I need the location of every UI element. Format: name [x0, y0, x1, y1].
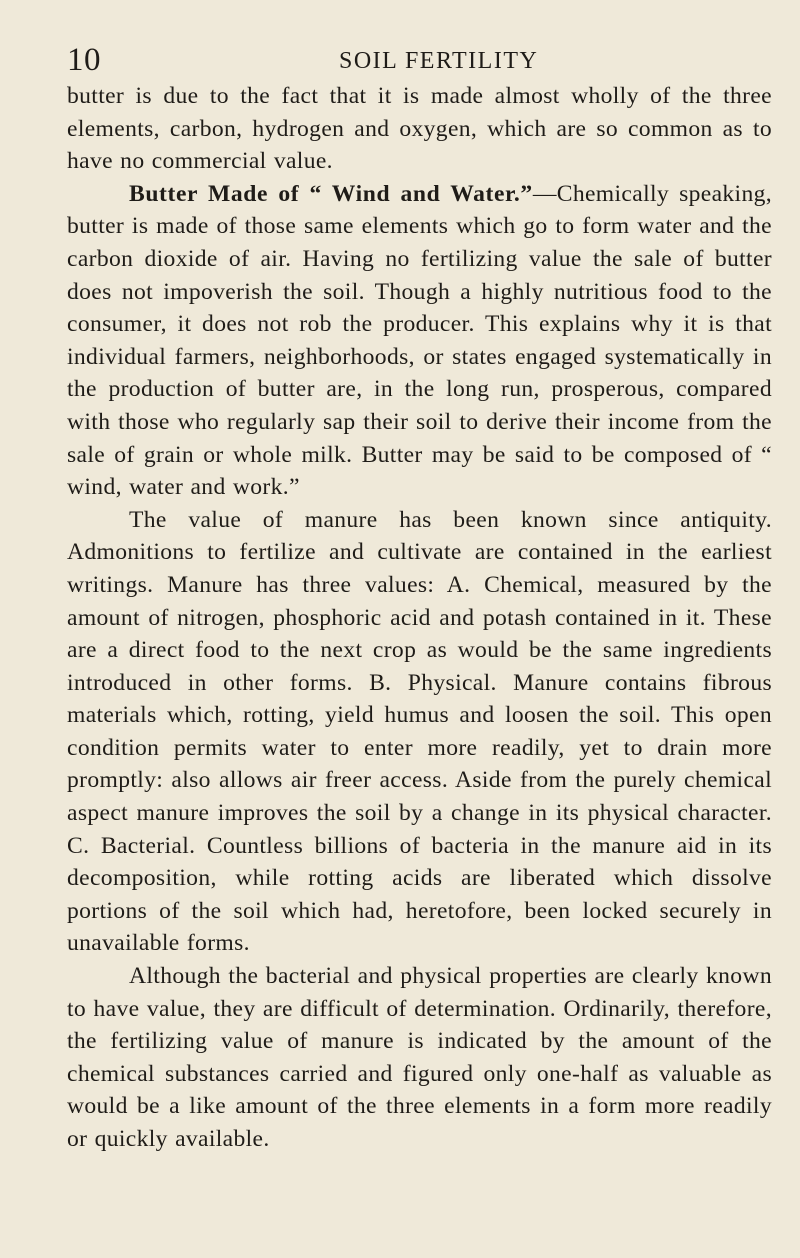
paragraph-value-of-manure [67, 504, 772, 960]
page-number: 10 [67, 42, 101, 78]
running-head [67, 40, 775, 80]
paragraph-bacterial-physical [67, 960, 772, 1156]
paragraph-text: Although the bacterial and physical properties are clearly known to have value, they are difficult of determination. Ordinarily, therefore, the fertilizing value of manure is indicated by the amount of the chemical substances carried and figured only one-half as valuable as would be a like amount of the three elements in a form more readily or quickly available. [67, 963, 772, 1152]
paragraph-heading: Butter Made of “ Wind and Water.” [129, 180, 533, 207]
paragraph-text: The value of manure has been known since antiquity. Admonitions to fertilize and cultivate are contained in the earliest writings. Manure has three values: A. Chemical, measured by the amount of nitrogen, phosphoric acid and potash contained in it. These are a direct food to the next crop as would be the same ingredients introduced in other forms. B. Physical. Manure contains fibrous materials which, rotting, yield humus and loosen the soil. This open condition permits water to enter more readily, yet to drain more promptly: also allows air freer access. Aside from the purely chemical aspect manure improves the soil by a change in its physical character. C. Bacterial. Countless billions of bacteria in the manure aid in its decomposition, while rotting acids are liberated which dissolve portions of the soil which had, heretofore, been locked securely in unavailable forms. [67, 506, 772, 957]
paragraph-text: —Chemically speaking, butter is made of those same elements which go to form water and the carbon dioxide of air. Having no fertilizing value the sale of butter does not impoverish the soil. Though a highly nutritious food to the consumer, it does not rob the producer. This explains why it is that individual farmers, neighborhoods, or states engaged systematically in the production of butter are, in the long run, prosperous, compared with those who regularly sap their soil to derive their income from the sale of grain or whole milk. Butter may be said to be composed of “ wind, water and work.” [67, 180, 772, 501]
paragraph-butter-wind-water [67, 178, 772, 504]
paragraph-text: butter is due to the fact that it is made almost wholly of the three elements, carbon, hydrogen and oxygen, which are so common as to have no commercial value. [67, 83, 772, 175]
paragraph-continuation [67, 80, 772, 178]
running-title: SOIL FERTILITY [339, 48, 539, 74]
body-text [67, 80, 772, 1156]
